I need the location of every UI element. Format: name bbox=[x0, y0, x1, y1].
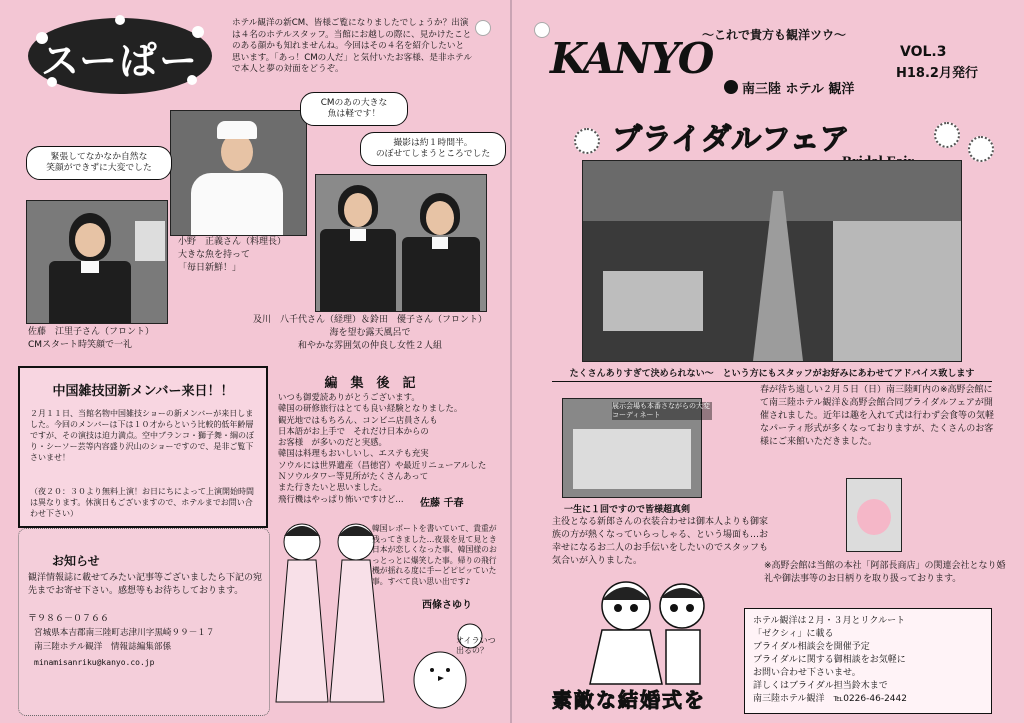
brand-logo: KANYO bbox=[550, 34, 713, 83]
body2: 主役となる新郎さんの衣装合わせは御本人よりも御家族の方が熱くなっていらっしゃる、という場面も…お幸せになるお二人のお手伝いをしたいのでスタッフも気合いが入りました。 bbox=[552, 517, 769, 566]
flower-right-icon bbox=[934, 122, 960, 148]
card-photo bbox=[846, 478, 902, 552]
henshu-sign: 佐藤 千春 bbox=[420, 498, 464, 509]
korea-report: 韓国レポートを書いていて、貴重が残ってきました…夜景を見て見とき日本が恋しくなった事、韓国様のおっとっとに爆笑した事。帰りの飛行機が揺れる度に手ーどピピッていた事。すべて良い思い出です♪ bbox=[372, 524, 497, 586]
sato-photo bbox=[26, 200, 168, 324]
photo-caption: たくさんありすぎて決められない～ という方にもスタッフがお好みにあわせてアドバイス致します bbox=[552, 366, 992, 382]
address-line: 宮城県本吉郡南三陸町志津川字黒崎９９－１７ bbox=[34, 628, 215, 638]
info-box bbox=[744, 608, 992, 714]
footnote: ※高野会館は当館の本社「阿部長商店」の関連会社となり婚礼や御法事等のお日柄りを取り扱っております。 bbox=[764, 561, 1006, 584]
china-body: ２月１１日、当館名物中国雑技ショーの新メンバーが来日しました。今回のメンバーは下は１０才からという比較的低年齢層ですが、その演技は迫力満点。空中ブランコ・獅子舞・綱のぼり・シーソー芸等内容盛り沢山のショーですので、是非ご覧下さいませ！ bbox=[30, 409, 254, 462]
china-title: 中国雑技団新メンバー来日！！ bbox=[52, 384, 234, 399]
bubble-satsuei: 撮影は約１時間半。 のぼせてしまうところでした bbox=[360, 132, 506, 166]
oshirase-body: 観洋情報誌に載せてみたい記事等ございましたら下記の宛先までお寄せ下さい。感想等もお待ちしております。 bbox=[28, 573, 263, 596]
punch-hole bbox=[534, 22, 550, 38]
punch-hole bbox=[475, 20, 491, 36]
issue-date: H18.2月発行 bbox=[896, 66, 978, 81]
info-box-text: ホテル観洋は２月・３月とリクルート 「ゼクシィ」に載る ブライダル相談会を開催予定 ブライダルに関する御相談をお気軽に お問い合わせ下さいませ。 詳しくはブライダル担当鈴木まで 南三陸ホテル観洋 ℡0226-46-2442 bbox=[753, 616, 907, 704]
hotel-emblem-icon bbox=[724, 80, 738, 94]
henshu-body: いつも御愛読ありがとうございます。 韓国の研修旅行はとても良い経験となりました。 観光地ではもちろん、コンビニ店員さんも 日本語がお上手で それだけ日本からの お客様 が多いのだと実感。 韓国は料理もおいしいし、エステも充実 ソウルには世界遺産（昌徳宮）や最近リニューアルした Ｎソウルタワー等見所がたくさんあって また行きたいと思いました。 飛行機はやっぱり怖いですけど… bbox=[278, 392, 487, 504]
address-dept: 南三陸ホテル観洋 情報誌編集部係 bbox=[34, 642, 172, 652]
bubble-cm: CMのあの大きな 魚は軽です！ bbox=[300, 92, 408, 126]
bridal-fair-photo bbox=[582, 160, 962, 362]
logo-text: スーぱー bbox=[40, 38, 200, 83]
caption-oikawa: 及川 八千代さん（経理）＆鈴田 優子さん（フロント） 海を望む露天風呂で 和やかな雰囲気の仲良し女性２人組 bbox=[252, 315, 487, 351]
photo2-caption: 一生に１回ですので皆様超真剣 bbox=[564, 505, 691, 515]
oshirase-title: お知らせ bbox=[52, 554, 100, 568]
china-troupe-box bbox=[18, 366, 268, 528]
flower-left-icon bbox=[574, 128, 600, 154]
photo2-label: 展示会場も本番さながらの大変コーディネート bbox=[612, 402, 710, 419]
bird-illustration bbox=[408, 620, 498, 716]
address-zip: 〒９８６－０７６６ bbox=[28, 614, 110, 624]
bubble-sato: 緊張してなかなか自然な 笑顔ができずに大変でした bbox=[26, 146, 172, 180]
bottom-slogan: 素敵な結婚式を bbox=[552, 688, 706, 712]
hotel-name: 南三陸 ホテル 観洋 bbox=[742, 82, 855, 97]
caption-sato: 佐藤 江里子さん（フロント） CMスタート時笑顔で一礼 bbox=[28, 327, 155, 350]
bird-text: オイラいつ出るの？ bbox=[456, 636, 496, 655]
slogan: ～これで貴方も観洋ツウ～ bbox=[702, 28, 847, 42]
couple-illustration bbox=[582, 578, 722, 686]
caption-oguro: 小野 正義さん（料理長） 大きな魚を持って 「毎日新鮮！」 bbox=[178, 237, 287, 273]
superhero-logo bbox=[22, 10, 218, 98]
intro-text: ホテル観洋の新CM、皆様ご覧になりましたでしょうか？出演は４名のホテルスタッフ。当館にお越しの際に、見かけたことのある顔かも知れませんね。今回はその４名を紹介したいと思います。「あっ！CMの人だ」と気付いたお客様、是非ホテルで本人と夢の対面をどうぞ。 bbox=[232, 18, 472, 74]
vol-number: VOL.3 bbox=[900, 44, 947, 60]
henshu-title: 編 集 後 記 bbox=[324, 376, 416, 391]
china-note: （夜２０：３０より無料上演！お日にちによって上演開始時間は異なります。休演日もございますので、ホテルまでお問い合わせ下さい） bbox=[30, 487, 254, 518]
fair-body: 春が待ち遠しい２月５日（日）南三陸町内の※高野会館にて南三陸ホテル観洋＆高野会館合同ブライダルフェアが開催されました。近年は趣を入れて式は行わず会食等の気軽なパーティ形式が多くなっておりますが、たくさんのお客様にご来館いただきました。 bbox=[760, 385, 995, 447]
korea-sign: 西條さゆり bbox=[422, 600, 472, 611]
fair-title-jp: ブライダルフェア bbox=[612, 122, 850, 157]
email-text[interactable]: minamisanriku@kanyo.co.jp bbox=[34, 658, 155, 667]
right-page bbox=[512, 0, 1024, 723]
two-women-photo bbox=[315, 174, 487, 312]
flower-right2-icon bbox=[968, 136, 994, 162]
chef-photo bbox=[170, 110, 307, 236]
